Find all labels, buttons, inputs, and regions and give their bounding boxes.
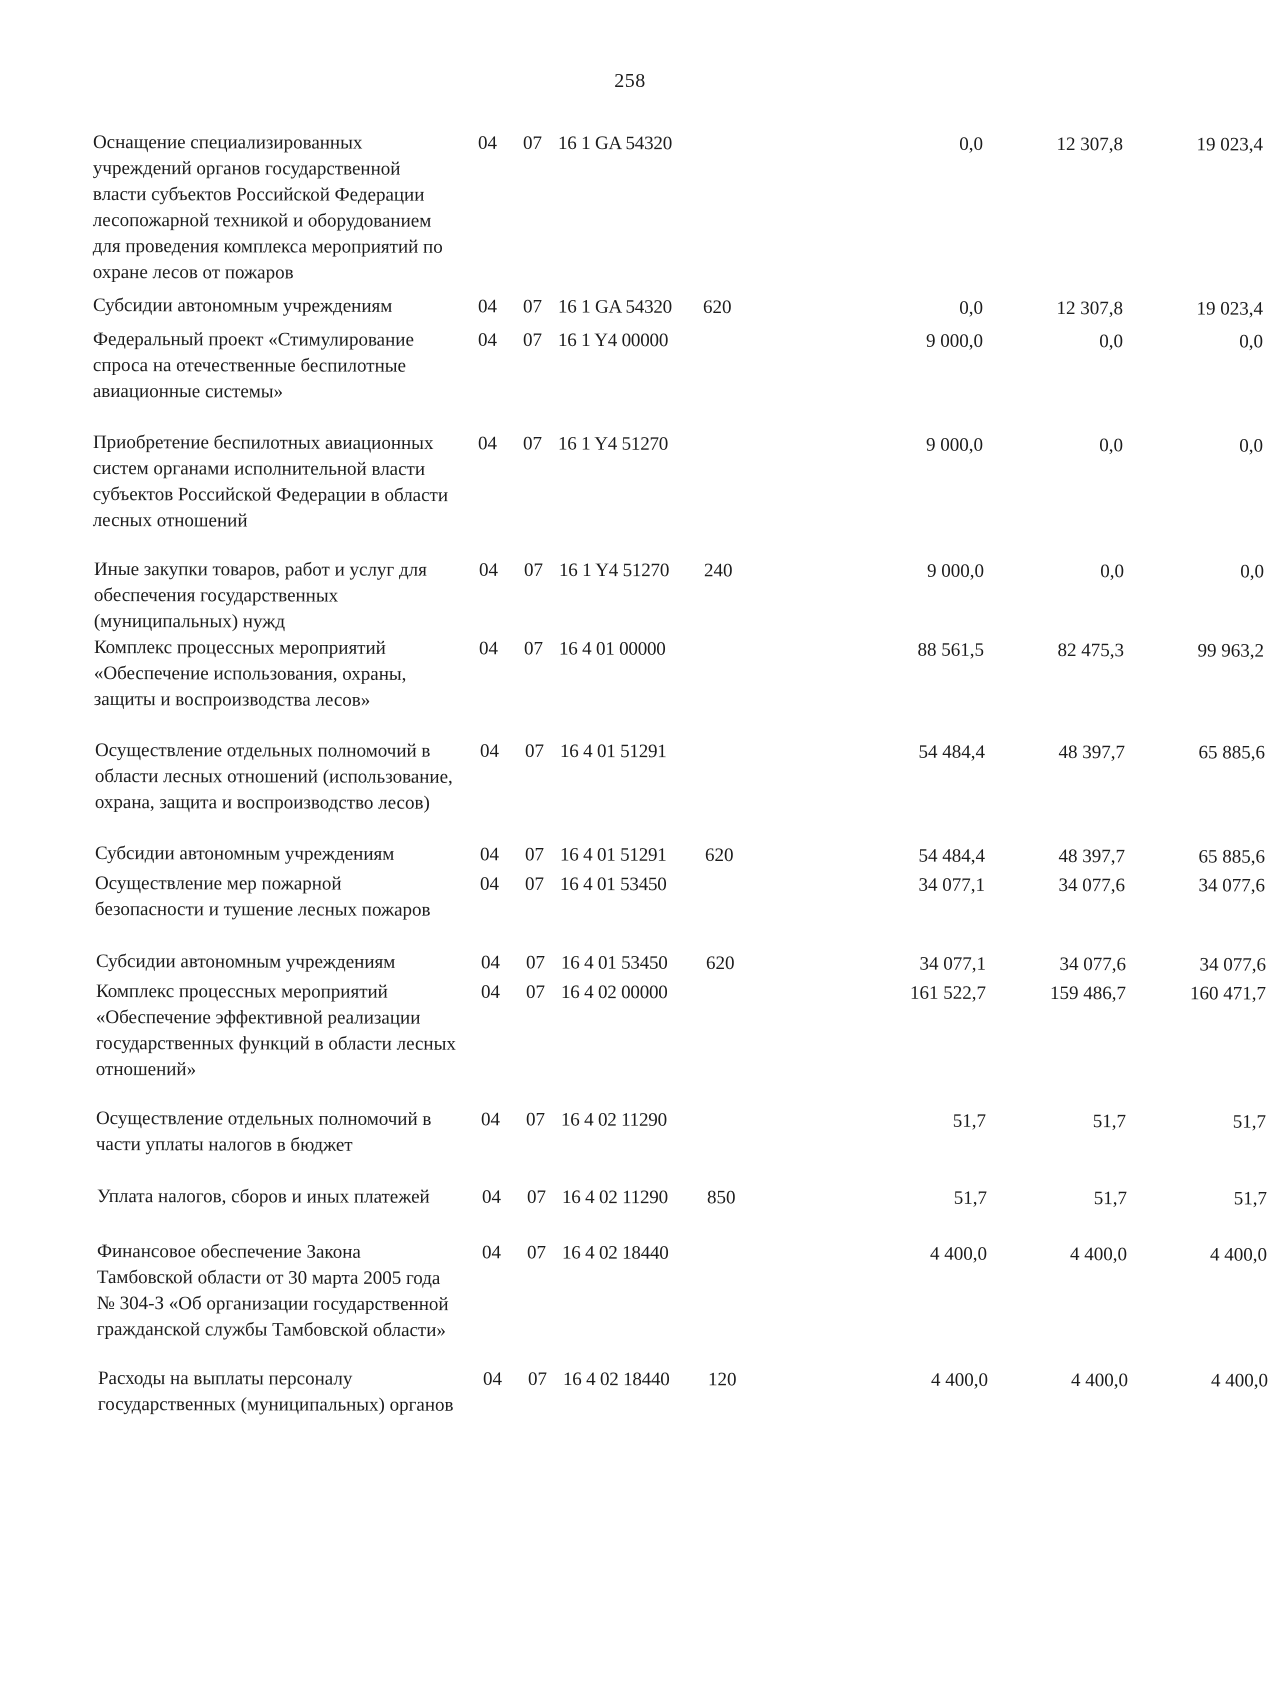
amount-year-3: 160 471,7 (1189, 983, 1266, 1005)
amount-year-1: 54 484,4 (918, 741, 985, 763)
target-article-code: 16 4 02 18440 (562, 1368, 670, 1391)
row-name: Финансовое обеспечение Закона Тамбовской области от 30 марта 2005 года № 304-З «Об организации государственной гражданской службы Тамбовской области» (96, 1241, 449, 1342)
target-article-code: 16 4 01 00000 (558, 638, 666, 660)
amount-year-2: 82 475,3 (1057, 640, 1124, 662)
amount-year-3: 51,7 (1232, 1111, 1266, 1133)
row-name: Осуществление отдельных полномочий в части уплаты налогов в бюджет (95, 1108, 432, 1156)
amount-year-1: 9 000,0 (925, 330, 983, 352)
row-name: Федеральный проект «Стимулирование спроса на отечественные беспилотные авиационные системы» (92, 329, 414, 403)
amount-year-1: 54 484,4 (918, 845, 985, 867)
subsection-code: 07 (525, 1109, 545, 1131)
amount-year-2: 159 486,7 (1049, 982, 1126, 1005)
subsection-code: 07 (522, 329, 542, 351)
target-article-code: 16 4 02 11290 (561, 1186, 668, 1209)
section-code: 04 (480, 1109, 500, 1131)
row-name: Иные закупки товаров, работ и услуг для обеспечения государственных (муниципальных) нужд (93, 559, 427, 633)
table-row (96, 1184, 1267, 1212)
amount-year-1: 9 000,0 (925, 434, 983, 456)
subsection-code: 07 (524, 740, 544, 762)
row-name: Субсидии автономным учреждениям (95, 951, 396, 973)
amount-year-2: 48 397,7 (1058, 742, 1125, 764)
amount-year-1: 4 400,0 (929, 1243, 987, 1265)
section-code: 04 (477, 132, 497, 154)
amount-year-2: 0,0 (1099, 331, 1123, 353)
target-article-code: 16 4 02 11290 (560, 1109, 667, 1131)
subsection-code: 07 (523, 638, 543, 660)
amount-year-1: 161 522,7 (909, 982, 986, 1004)
target-article-code: 16 4 01 51291 (559, 844, 667, 866)
subsection-code: 07 (522, 433, 542, 455)
target-article-code: 16 4 01 51291 (559, 740, 667, 763)
amount-year-2: 12 307,8 (1056, 134, 1123, 156)
target-article-code: 16 4 02 18440 (561, 1242, 669, 1264)
amount-year-1: 34 077,1 (919, 953, 986, 975)
amount-year-3: 0,0 (1240, 561, 1264, 583)
subsection-code: 07 (527, 1368, 547, 1390)
subsection-code: 07 (526, 1186, 546, 1208)
row-name: Комплекс процессных мероприятий «Обеспечение эффективной реализации государственных функций в области лесных отношений» (95, 981, 456, 1081)
target-article-code: 16 1 GA 54320 (557, 296, 673, 318)
row-name: Оснащение специализированных учреждений органов государственной власти субъектов Российской Федерации лесопожарной техникой и оборудованием для проведения комплекса мероприятий по охране лесов от пожаров (92, 132, 443, 284)
section-code: 04 (478, 638, 498, 660)
section-code: 04 (482, 1368, 502, 1390)
amount-year-2: 0,0 (1100, 561, 1124, 583)
target-article-code: 16 1 Y4 00000 (557, 329, 669, 352)
amount-year-2: 34 077,6 (1058, 875, 1125, 897)
amount-year-2: 4 400,0 (1069, 1244, 1127, 1266)
row-name: Приобретение беспилотных авиационных систем органами исполнительной власти субъектов Российской Федерации в области лесных отношений (92, 432, 449, 532)
amount-year-3: 65 885,6 (1198, 742, 1265, 764)
subsection-code: 07 (524, 873, 544, 895)
table-row (92, 430, 1263, 537)
amount-year-3: 4 400,0 (1210, 1370, 1268, 1392)
amount-year-1: 4 400,0 (930, 1369, 988, 1391)
table-row (94, 841, 1265, 870)
table-row (95, 979, 1266, 1085)
section-code: 04 (481, 1242, 501, 1264)
amount-year-3: 19 023,4 (1196, 134, 1263, 156)
amount-year-3: 0,0 (1239, 435, 1263, 457)
amount-year-3: 99 963,2 (1197, 640, 1264, 662)
amount-year-3: 34 077,6 (1198, 875, 1265, 897)
amount-year-2: 12 307,8 (1056, 298, 1123, 320)
amount-year-2: 48 397,7 (1058, 846, 1125, 868)
amount-year-3: 51,7 (1233, 1188, 1267, 1210)
row-name: Субсидии автономным учреждениям (92, 295, 393, 317)
amount-year-3: 65 885,6 (1198, 846, 1265, 868)
section-code: 04 (479, 844, 499, 866)
expense-type-code: 120 (707, 1369, 737, 1391)
amount-year-3: 4 400,0 (1209, 1244, 1267, 1266)
page-number: 258 (614, 70, 646, 92)
amount-year-1: 51,7 (953, 1187, 987, 1209)
subsection-code: 07 (522, 132, 542, 154)
table-row (95, 949, 1266, 978)
amount-year-1: 0,0 (959, 297, 983, 319)
amount-year-1: 51,7 (952, 1110, 986, 1132)
subsection-code: 07 (526, 1242, 546, 1264)
expense-type-code: 850 (706, 1187, 736, 1209)
target-article-code: 16 1 GA 54320 (557, 132, 673, 155)
amount-year-1: 9 000,0 (926, 560, 984, 582)
section-code: 04 (477, 296, 497, 318)
subsection-code: 07 (522, 296, 542, 318)
section-code: 04 (480, 981, 500, 1003)
subsection-code: 07 (524, 844, 544, 866)
amount-year-3: 0,0 (1239, 331, 1263, 353)
row-name: Комплекс процессных мероприятий «Обеспечение использования, охраны, защиты и воспроизводства лесов» (93, 637, 407, 711)
table-row (95, 1106, 1266, 1161)
table-row (92, 327, 1263, 407)
section-code: 04 (477, 433, 497, 455)
section-code: 04 (480, 952, 500, 974)
amount-year-2: 51,7 (1093, 1188, 1127, 1210)
row-name: Осуществление отдельных полномочий в области лесных отношений (использование, охрана, защита и воспроизводство лесов) (94, 740, 453, 814)
expense-type-code: 620 (702, 296, 732, 319)
target-article-code: 16 1 Y4 51270 (557, 433, 669, 455)
table-row (92, 130, 1263, 288)
row-name: Уплата налогов, сборов и иных платежей (96, 1186, 430, 1208)
table-row (94, 738, 1265, 818)
amount-year-2: 51,7 (1092, 1111, 1126, 1133)
expense-type-code: 240 (703, 560, 733, 582)
expense-type-code: 620 (704, 844, 734, 867)
target-article-code: 16 4 01 53450 (559, 873, 667, 896)
amount-year-1: 34 077,1 (918, 874, 985, 896)
subsection-code: 07 (523, 559, 543, 581)
table-row (93, 635, 1264, 716)
amount-year-3: 19 023,4 (1196, 298, 1263, 320)
table-row (93, 557, 1264, 637)
row-name: Расходы на выплаты персоналу государственных (муниципальных) органов (97, 1368, 454, 1416)
row-name: Осуществление мер пожарной безопасности и тушение лесных пожаров (94, 873, 431, 921)
amount-year-3: 34 077,6 (1199, 954, 1266, 976)
target-article-code: 16 1 Y4 51270 (558, 559, 670, 582)
amount-year-2: 4 400,0 (1070, 1370, 1128, 1392)
amount-year-1: 88 561,5 (917, 639, 984, 661)
section-code: 04 (481, 1186, 501, 1208)
amount-year-1: 0,0 (959, 133, 983, 155)
table-row (97, 1366, 1268, 1420)
table-row (92, 293, 1263, 322)
section-code: 04 (478, 559, 498, 581)
table-row (94, 871, 1265, 925)
subsection-code: 07 (525, 952, 545, 974)
row-name: Субсидии автономным учреждениям (94, 843, 395, 865)
amount-year-2: 0,0 (1099, 435, 1123, 457)
target-article-code: 16 4 02 00000 (560, 981, 668, 1004)
subsection-code: 07 (525, 981, 545, 1003)
section-code: 04 (477, 329, 497, 351)
expense-type-code: 620 (705, 952, 735, 975)
amount-year-2: 34 077,6 (1059, 954, 1126, 976)
target-article-code: 16 4 01 53450 (560, 952, 668, 974)
table-row (96, 1239, 1267, 1346)
section-code: 04 (479, 873, 499, 895)
section-code: 04 (479, 740, 499, 762)
